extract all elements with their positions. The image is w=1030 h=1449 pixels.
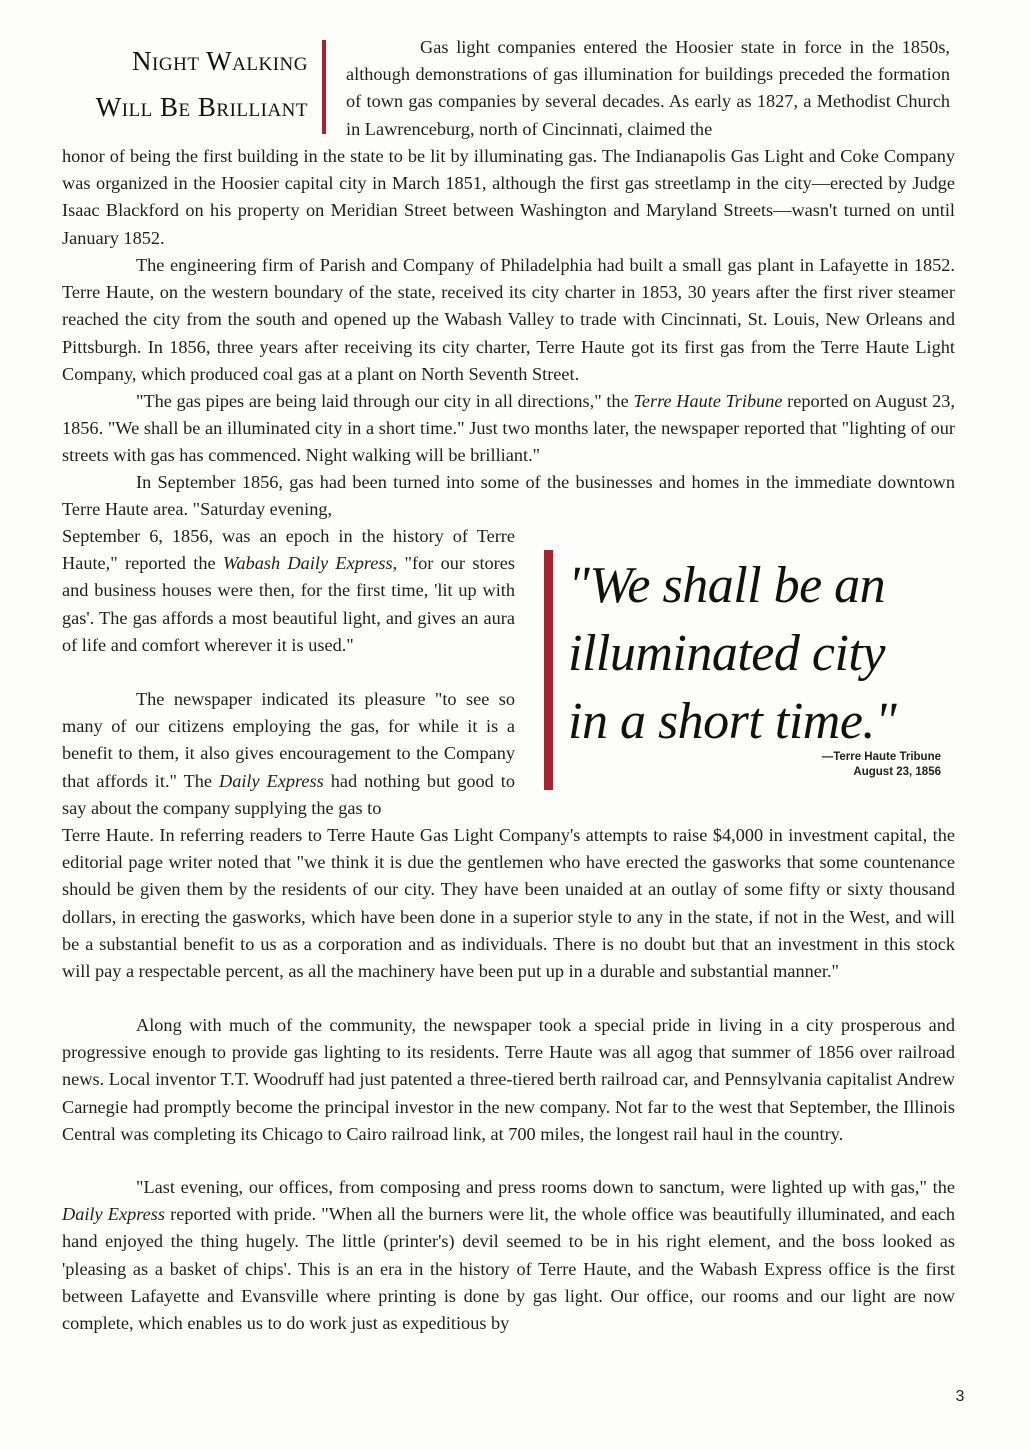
p5-text-b: had nothing but good to say about the company supplying the gas to xyxy=(62,770,515,818)
p3-text-a: "The gas pipes are being laid through our city in all directions," the xyxy=(136,391,634,411)
pullquote-source: —Terre Haute Tribune xyxy=(821,751,941,763)
pullquote-credit xyxy=(700,750,941,780)
heading-line-1: Night Walking xyxy=(132,46,308,76)
p3-publication-name: Terre Haute Tribune xyxy=(633,391,783,411)
paragraph-railroad-news: Along with much of the community, the newspaper took a special pride in living in a city prosperous and progressive enough to provide gas lighting to its residents. Terre Haute was all agog that summer of 1856 over railroad news. Local inventor T.T. Woodruff had just patented a three-tiered berth railroad car, and Pennsylvania capitalist Andrew Carnegie had promptly become the principal investor in the new company. Not far to the west that September, the Illinois Central was completing its Chicago to Cairo railroad link, at 700 miles, the longest rail haul in the country. xyxy=(62,1015,955,1144)
article-heading xyxy=(62,38,308,130)
intro-continued-paragraph: honor of being the first building in the state to be lit by illuminating gas. The Indianapolis Gas Light and Coke Company was organized in the Hoosier capital city in March 1851, although the first gas streetlamp in the city—erected by Judge Isaac Blackford on his property on Meridian Street between Washington and Maryland Streets—wasn't turned on until January 1852. xyxy=(62,146,955,248)
pullquote-accent-rule xyxy=(544,550,553,790)
p4-publication-name: Wabash Daily Express xyxy=(222,553,393,574)
p4-text-a: September 6, 1856, was an epoch in the history of Terre Haute," reported the xyxy=(62,526,515,574)
page-number: 3 xyxy=(955,1388,965,1405)
heading-line-2: Will Be Brilliant xyxy=(95,92,308,122)
pullquote-date: August 23, 1856 xyxy=(853,766,941,778)
paragraph-september-lead: In September 1856, gas had been turned into some of the businesses and homes in the immediate downtown Terre Haute area. "Saturday evening, xyxy=(62,472,955,520)
paragraph-offices-lit xyxy=(62,1174,955,1337)
p3-text-b: reported on August 23, 1856. "We shall be an illuminated city in a short time." Just two months later, the newspaper reported that "lighting of our streets with gas has commenced. Night walking will be brilliant." xyxy=(62,391,955,466)
p4-text-b: , "for our stores and business houses were then, for the first time, 'lit up with gas'. The gas affords a most beautiful light, and gives an aura of life and comfort wherever it is used." xyxy=(62,553,515,655)
pullquote-line-2: illuminated city xyxy=(568,625,885,682)
p5-text-a: The newspaper indicated its pleasure "to see so many of our citizens employing the gas, for while it is a benefit to them, it also gives encouragement to the Company that affords it." The xyxy=(62,689,515,791)
paragraph-pleasure xyxy=(62,686,515,822)
paragraph-tribune-report xyxy=(62,388,955,470)
paragraph-epoch xyxy=(62,523,515,659)
paragraph-investment: Terre Haute. In referring readers to Terre Haute Gas Light Company's attempts to raise $4,000 in investment capital, the editorial page writer noted that "we think it is due the gentlemen who have erected the gasworks that some countenance should be given them by the residents of our city. They have been unaided at an outlay of some fifty or sixty thousand dollars, in erecting the gasworks, which have been done in a superior style to any in the state, if not in the West, and will be a substantial benefit to us as a corporation and as individuals. There is no doubt but that an investment in this stock will pay a respectable percent, as all the machinery have been put up in a durable and substantial manner." xyxy=(62,825,955,982)
p7-publication-name: Daily Express xyxy=(62,1204,165,1225)
pullquote xyxy=(568,552,948,756)
pullquote-line-3: in a short time." xyxy=(568,693,897,750)
intro-lead-paragraph: Gas light companies entered the Hoosier state in force in the 1850s, although demonstrations of gas illumination for buildings preceded the formation of town gas companies by several decades. As early as 1827, a Methodist Church in Lawrenceburg, north of Cincinnati, claimed the xyxy=(346,37,950,139)
heading-accent-rule xyxy=(322,40,326,134)
p7-text-b: reported with pride. "When all the burners were lit, the whole office was beautifully illuminated, and each hand enjoyed the thing hugely. The little (printer's) devil seemed to be in his right element, and the boss looked as 'pleasing as a basket of chips'. This is an era in the history of Terre Haute, and the Wabash Express office is the first between Lafayette and Evansville where printing is done by gas light. Our office, our rooms and our light are now complete, which enables us to do work just as expeditious by xyxy=(62,1204,956,1334)
p5-publication-name: Daily Express xyxy=(219,770,324,791)
paragraph-gas-plants: The engineering firm of Parish and Company of Philadelphia had built a small gas plant in Lafayette in 1852. Terre Haute, on the western boundary of the state, received its city charter in 1853, 30 years after the first river steamer reached the city from the south and opened up the Wabash Valley to trade with Cincinnati, St. Louis, New Orleans and Pittsburgh. In 1856, three years after receiving its city charter, Terre Haute got its first gas from the Terre Haute Light Company, which produced coal gas at a plant on North Seventh Street. xyxy=(62,255,955,384)
p7-text-a: "Last evening, our offices, from composing and press rooms down to sanctum, were lighted up with gas," the xyxy=(136,1177,955,1197)
pullquote-line-1: "We shall be an xyxy=(568,557,886,614)
